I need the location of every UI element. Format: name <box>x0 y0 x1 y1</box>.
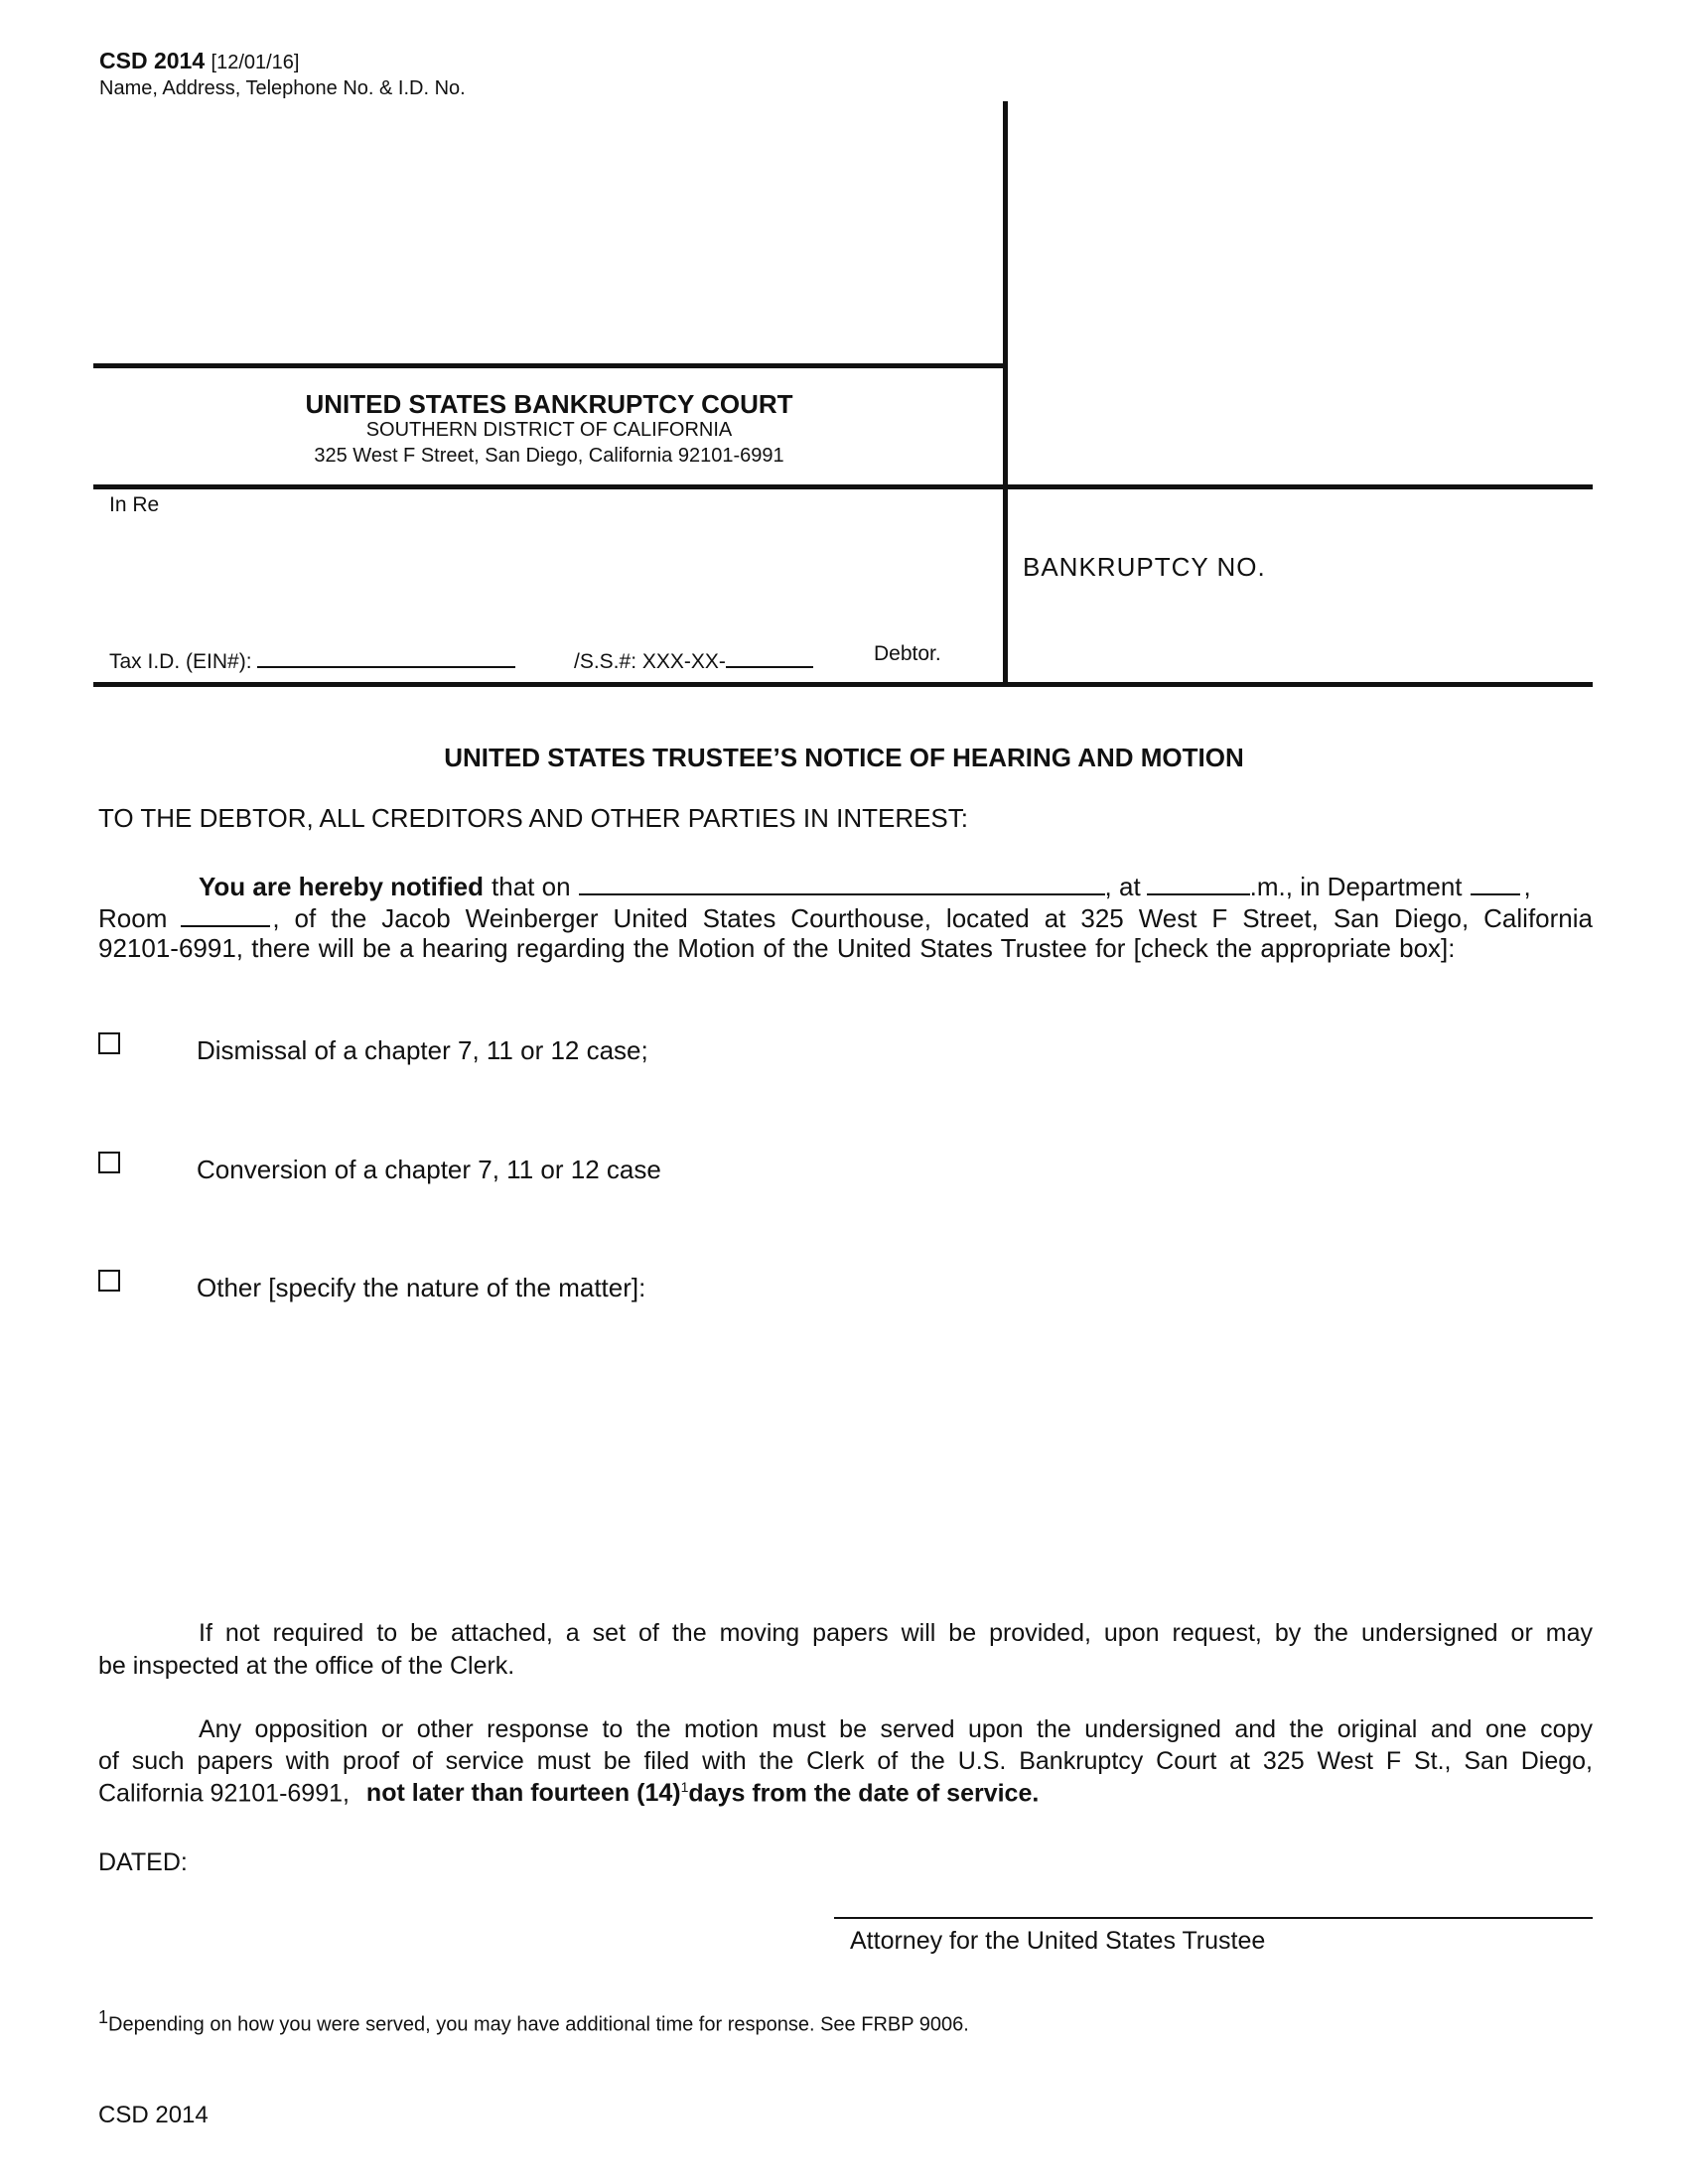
footer-form-code: CSD 2014 <box>98 2102 209 2128</box>
salutation: TO THE DEBTOR, ALL CREDITORS AND OTHER PARTIES IN INTEREST: <box>98 803 969 833</box>
opposition-line-3-plain: California 92101-6991, <box>98 1779 350 1808</box>
room-label: Room <box>98 903 168 933</box>
bankruptcy-no-label: BANKRUPTCY NO. <box>1023 552 1266 582</box>
court-address: 325 West F Street, San Diego, California 92101-6991 <box>314 445 784 467</box>
document-title: UNITED STATES TRUSTEE’S NOTICE OF HEARING AND MOTION <box>444 743 1244 772</box>
name-address-label: Name, Address, Telephone No. & I.D. No. <box>99 77 466 99</box>
footnote <box>98 2007 969 2037</box>
footnote-mark: 1 <box>98 2007 109 2027</box>
ssn-row <box>574 642 813 674</box>
hearing-time-field[interactable] <box>1147 870 1250 895</box>
court-district: SOUTHERN DISTRICT OF CALIFORNIA <box>365 419 733 441</box>
dated-label: DATED: <box>98 1848 188 1876</box>
hearing-date-field[interactable] <box>579 870 1105 895</box>
dismissal-option-label: Dismissal of a chapter 7, 11 or 12 case; <box>197 1035 648 1065</box>
signature-label: Attorney for the United States Trustee <box>850 1927 1266 1955</box>
footnote-text: Depending on how you were served, you may have additional time for response. See FRBP 9006. <box>108 2013 969 2036</box>
caption-line-bottom <box>93 682 1593 687</box>
papers-line-1: If not required to be attached, a set of the moving papers will be provided, upon request, by the undersigned or may <box>199 1619 1593 1647</box>
form-date: [12/01/16] <box>211 52 300 73</box>
opposition-line-1: Any opposition or other response to the motion must be served upon the undersigned and the original and one copy <box>199 1715 1593 1743</box>
other-option-label: Other [specify the nature of the matter]: <box>197 1273 646 1302</box>
notice-text-5: , of the Jacob Weinberger United States Courthouse, located at 325 West F Street, San Diego, California <box>272 903 1593 933</box>
tax-id-label: Tax I.D. (EIN#): <box>109 650 252 673</box>
notice-line-1 <box>199 870 1593 902</box>
court-name: UNITED STATES BANKRUPTCY COURT <box>305 389 793 419</box>
notice-line-3: 92101-6991, there will be a hearing regarding the Motion of the United States Trustee for [check the appropriate box]: <box>98 933 1456 963</box>
notice-lead: You are hereby notified <box>199 872 485 901</box>
opposition-line-3 <box>98 1779 1039 1808</box>
notice-text-1: that on <box>492 872 571 901</box>
ssn-field[interactable] <box>726 642 813 668</box>
notice-text-4: , <box>1523 872 1531 901</box>
notice-line-2 <box>98 901 1593 934</box>
notice-text-2: , at <box>1104 872 1141 901</box>
opposition-deadline-a: not later than fourteen (14) <box>365 1779 681 1808</box>
notice-text-3: .m., in Department <box>1249 872 1463 901</box>
papers-line-2: be inspected at the office of the Clerk. <box>98 1652 515 1680</box>
caption-line-middle <box>93 484 1593 489</box>
in-re-label: In Re <box>109 493 160 516</box>
footnote-reference: 1 <box>680 1779 689 1795</box>
signature-line[interactable] <box>834 1917 1593 1919</box>
opposition-line-2: of such papers with proof of service must be filed with the Clerk of the U.S. Bankruptcy Court at 325 West F St., San Diego, <box>98 1747 1593 1775</box>
conversion-checkbox[interactable] <box>98 1152 120 1173</box>
form-code-header <box>99 48 299 74</box>
debtor-label: Debtor. <box>874 642 941 665</box>
opposition-deadline-b: days from the date of service. <box>688 1779 1040 1808</box>
department-field[interactable] <box>1471 870 1520 895</box>
tax-id-row <box>109 642 515 674</box>
conversion-option-label: Conversion of a chapter 7, 11 or 12 case <box>197 1155 661 1184</box>
room-field[interactable] <box>181 901 270 927</box>
dismissal-checkbox[interactable] <box>98 1032 120 1054</box>
other-checkbox[interactable] <box>98 1270 120 1292</box>
tax-id-field[interactable] <box>257 642 515 668</box>
caption-line-top <box>93 363 1005 368</box>
form-code: CSD 2014 <box>99 48 206 73</box>
ssn-label: /S.S.#: XXX-XX- <box>574 650 726 673</box>
